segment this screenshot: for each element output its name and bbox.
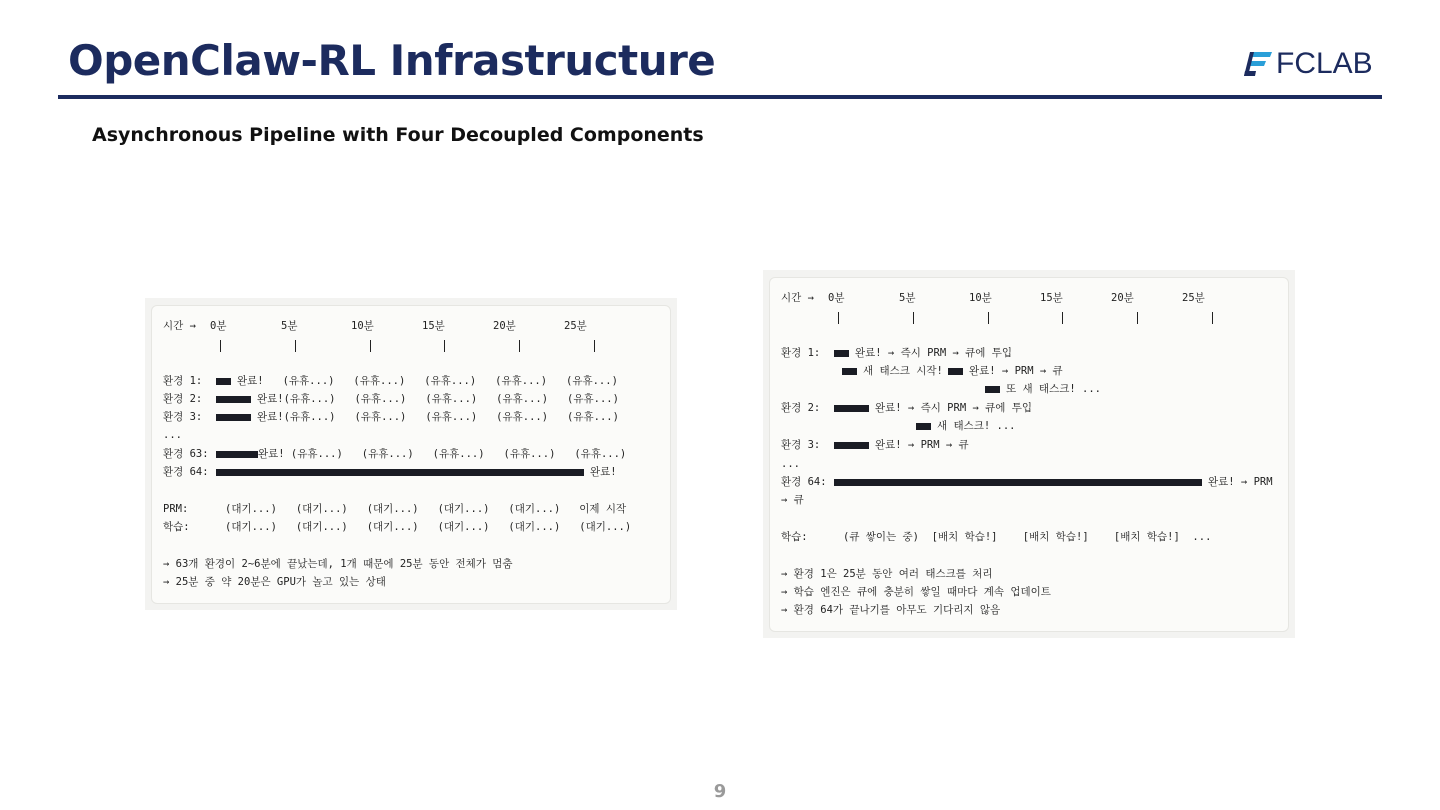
time-mark-5: 5분 bbox=[899, 292, 916, 304]
env1-task3-bar bbox=[985, 386, 1000, 393]
time-tick bbox=[1137, 312, 1138, 324]
time-tick bbox=[1062, 312, 1063, 324]
env2-label: 환경 2: bbox=[781, 402, 821, 414]
env1-label: 환경 1: bbox=[781, 347, 821, 359]
env2-line-1: 완료! → 즉시 PRM → 큐에 투입 bbox=[875, 402, 1033, 414]
env1-line-1: 완료! → 즉시 PRM → 큐에 투입 bbox=[855, 347, 1013, 359]
slide-subtitle: Asynchronous Pipeline with Four Decoupled Components bbox=[92, 124, 704, 146]
time-mark-15: 15분 bbox=[1040, 292, 1063, 304]
env64-run-bar bbox=[216, 469, 584, 476]
async-timeline-panel bbox=[763, 270, 1295, 638]
time-tick bbox=[913, 312, 914, 324]
sync-note-2: → 25분 중 약 20분은 GPU가 놀고 있는 상태 bbox=[163, 576, 386, 588]
ellipsis-row: ... bbox=[781, 458, 800, 470]
time-tick bbox=[220, 340, 221, 352]
logo-text: FCLAB bbox=[1276, 47, 1373, 80]
async-note-2: → 학습 엔진은 큐에 충분히 쌓일 때마다 계속 업데이트 bbox=[781, 586, 1051, 598]
env3-run-bar bbox=[216, 414, 251, 421]
env64-label: 환경 64: bbox=[163, 466, 209, 478]
env1-task2-bar bbox=[842, 368, 857, 375]
env64-label: 환경 64: bbox=[781, 476, 827, 488]
ellipsis-row: ... bbox=[163, 429, 182, 441]
time-mark-25: 25분 bbox=[564, 320, 587, 332]
fclab-logo bbox=[1244, 44, 1384, 84]
learn-status: (큐 쌓이는 중) [배치 학습!] [배치 학습!] [배치 학습!] ... bbox=[843, 531, 1212, 543]
env1-line-2b: 완료! → PRM → 큐 bbox=[969, 365, 1063, 377]
env63-run-bar bbox=[216, 451, 258, 458]
time-mark-0: 0분 bbox=[828, 292, 845, 304]
time-tick bbox=[594, 340, 595, 352]
async-note-3: → 환경 64가 끝나기를 아무도 기다리지 않음 bbox=[781, 604, 1001, 616]
time-mark-15: 15분 bbox=[422, 320, 445, 332]
time-tick bbox=[370, 340, 371, 352]
slide-title: OpenClaw-RL Infrastructure bbox=[68, 36, 716, 85]
env2-label: 환경 2: bbox=[163, 393, 203, 405]
time-tick bbox=[444, 340, 445, 352]
env3-label: 환경 3: bbox=[781, 439, 821, 451]
prm-label: PRM: bbox=[163, 503, 189, 515]
title-divider bbox=[58, 95, 1382, 99]
env2-task1-bar bbox=[834, 405, 869, 412]
page-number: 9 bbox=[713, 781, 727, 802]
time-tick bbox=[295, 340, 296, 352]
prm-status: (대기...) (대기...) (대기...) (대기...) (대기...) 이제 시작 bbox=[225, 503, 627, 515]
env2-task2-bar bbox=[916, 423, 931, 430]
time-mark-20: 20분 bbox=[1111, 292, 1134, 304]
learn-label: 학습: bbox=[163, 521, 190, 533]
env3-line-1: 완료! → PRM → 큐 bbox=[875, 439, 969, 451]
env1-run-bar bbox=[216, 378, 231, 385]
env1-task2b-bar bbox=[948, 368, 963, 375]
env1-task1-bar bbox=[834, 350, 849, 357]
fclab-logo-mark-icon bbox=[1244, 50, 1274, 78]
env64-status: 완료! bbox=[590, 466, 617, 478]
time-tick bbox=[988, 312, 989, 324]
sync-note-1: → 63개 환경이 2~6분에 끝났는데, 1개 때문에 25분 동안 전체가 멈춤 bbox=[163, 558, 513, 570]
env3-task1-bar bbox=[834, 442, 869, 449]
env1-label: 환경 1: bbox=[163, 375, 203, 387]
time-mark-10: 10분 bbox=[351, 320, 374, 332]
env2-run-bar bbox=[216, 396, 251, 403]
time-axis-label: 시간 → bbox=[163, 320, 196, 332]
learn-status: (대기...) (대기...) (대기...) (대기...) (대기...) (대기...) bbox=[225, 521, 632, 533]
env3-label: 환경 3: bbox=[163, 411, 203, 423]
env64-line-1: 완료! → PRM bbox=[1208, 476, 1273, 488]
env1-status: 완료! (유휴...) (유휴...) (유휴...) (유휴...) (유휴...) bbox=[237, 375, 618, 387]
env2-status: 완료!(유휴...) (유휴...) (유휴...) (유휴...) (유휴...) bbox=[257, 393, 619, 405]
env64-line-2: → 큐 bbox=[781, 494, 804, 506]
env63-status: 완료! (유휴...) (유휴...) (유휴...) (유휴...) (유휴...) bbox=[258, 448, 627, 460]
env3-status: 완료!(유휴...) (유휴...) (유휴...) (유휴...) (유휴...) bbox=[257, 411, 619, 423]
sync-timeline-panel bbox=[145, 298, 677, 610]
time-mark-10: 10분 bbox=[969, 292, 992, 304]
env2-line-2: 새 태스크! ... bbox=[937, 420, 1016, 432]
learn-label: 학습: bbox=[781, 531, 808, 543]
time-tick bbox=[519, 340, 520, 352]
time-tick bbox=[838, 312, 839, 324]
env1-line-2a: 새 태스크 시작! bbox=[863, 365, 943, 377]
env63-label: 환경 63: bbox=[163, 448, 209, 460]
async-note-1: → 환경 1은 25분 동안 여러 태스크를 처리 bbox=[781, 568, 993, 580]
time-mark-5: 5분 bbox=[281, 320, 298, 332]
time-mark-0: 0분 bbox=[210, 320, 227, 332]
env1-line-3: 또 새 태스크! ... bbox=[1006, 383, 1101, 395]
env64-task1-bar bbox=[834, 479, 1202, 486]
time-tick bbox=[1212, 312, 1213, 324]
time-mark-20: 20분 bbox=[493, 320, 516, 332]
time-axis-label: 시간 → bbox=[781, 292, 814, 304]
time-mark-25: 25분 bbox=[1182, 292, 1205, 304]
